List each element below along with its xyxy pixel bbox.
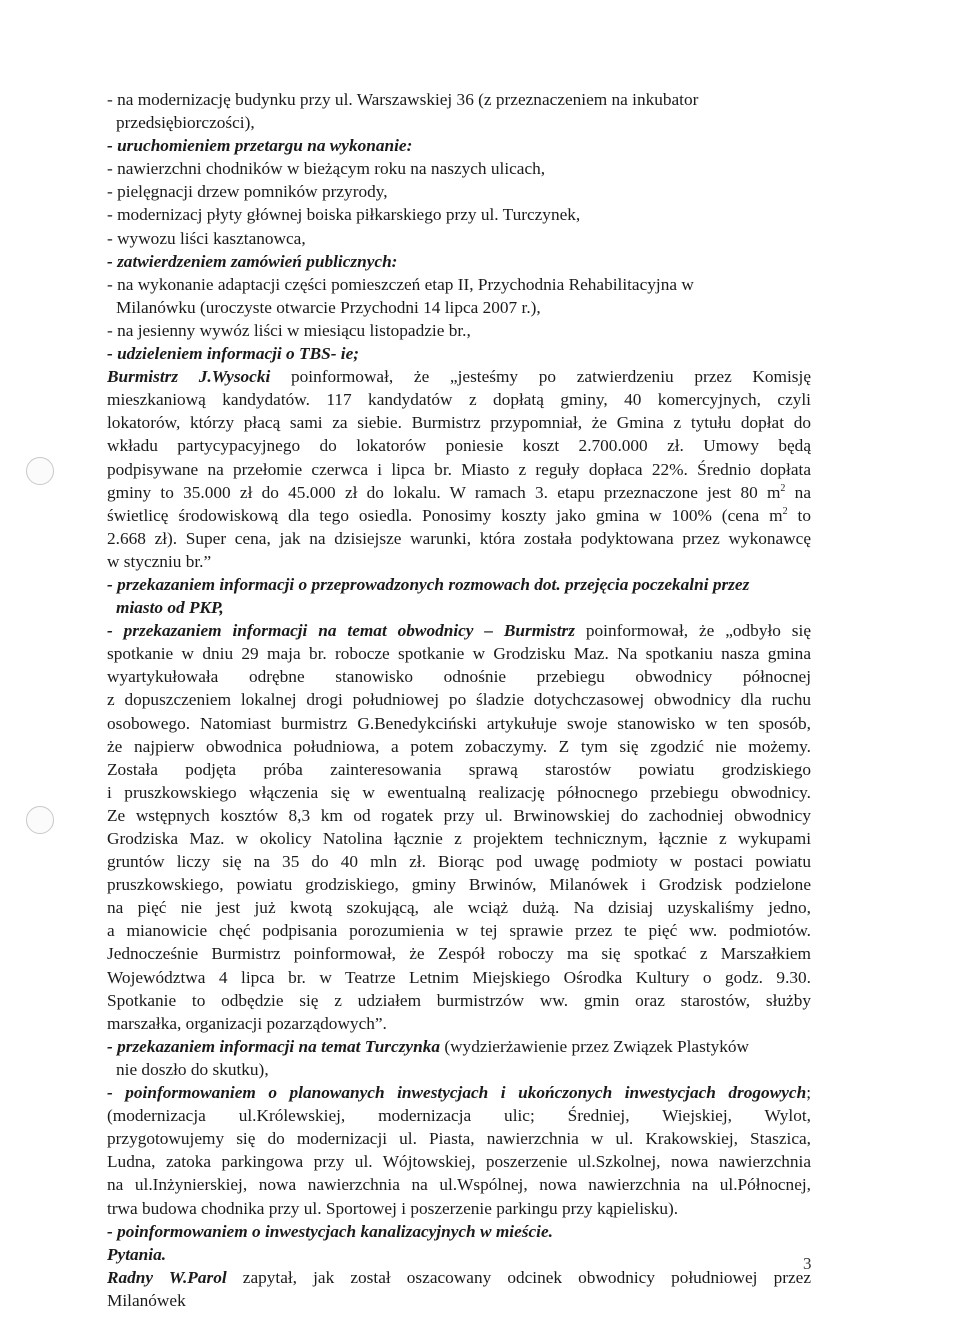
body-text: - na wykonanie adaptacji części pomieszczeń etap II, Przychodnia Rehabilitacyjna w <box>107 274 694 294</box>
body-text: świetlicę środowiskową dla tego osiedla. Ponosimy koszty jako gmina w 100% (cena m <box>107 505 783 525</box>
text-line <box>107 273 811 296</box>
text-line <box>107 1289 811 1312</box>
body-text: przedsiębiorczości), <box>116 113 255 133</box>
body-text: Grodziska Maz. w okolicy Natolina łącznie z projektem technicznym, łącznie z wykupami <box>107 829 811 848</box>
emphasis-text: - zatwierdzeniem zamówień publicznych: <box>107 251 398 271</box>
body-text: pruszkowskiego, powiatu grodziskiego, gminy Brwinów, Milanówek i Grodzisk podzielone <box>107 875 811 895</box>
text-line <box>107 388 811 411</box>
text-line <box>107 411 811 434</box>
body-text: Ze wstępnych kosztów 8,3 km od rogatek przy ul. Brwinowskiej do zachodniej obwodnicy <box>107 805 811 825</box>
body-text: - na jesienny wywóz liści w miesiącu listopadzie br., <box>107 320 471 340</box>
text-line <box>107 88 811 111</box>
text-line <box>107 1035 811 1058</box>
text-line <box>107 134 811 157</box>
body-text: Województwa 4 lipca br. w Teatrze Letnim Miejskiego Ośrodka Kultury o godz. 9.30. <box>107 967 811 987</box>
body-text: marszałka, organizacji pozarządowych”. <box>107 1013 387 1033</box>
text-line <box>107 157 811 180</box>
text-line <box>107 919 811 942</box>
document-body <box>107 88 811 1312</box>
body-text: spotkanie w dniu 29 maja br. robocze spotkanie w Grodzisku Maz. Na spotkaniu nasza gmina <box>107 644 811 664</box>
body-text: nie doszło do skutku), <box>116 1059 269 1079</box>
emphasis-text: - przekazaniem informacji na temat obwodnicy – Burmistrz <box>107 621 575 641</box>
text-line <box>107 1127 811 1150</box>
body-text: na pięć nie jest już kwotą szokującą, ale wciąż dużą. Na dzisiaj uzyskaliśmy jedno, <box>107 898 811 918</box>
body-text: wyartykułowała odrębne stanowisko odnośnie przebiegu obwodnicy północnej <box>107 667 811 687</box>
body-text: trwa budowa chodnika przy ul. Sportowej i poszerzenie parkingu przy kąpielisku). <box>107 1198 679 1218</box>
body-text: (wydzierżawienie przez Związek Plastyków <box>440 1036 750 1056</box>
text-line <box>107 781 811 804</box>
text-line <box>107 527 811 550</box>
emphasis-text: - poinformowaniem o inwestycjach kanalizacyjnych w mieście. <box>107 1221 553 1241</box>
text-line <box>107 758 811 781</box>
text-line <box>107 1243 811 1266</box>
body-text: lokatorów, którzy płacą sami za siebie. Burmistrz przypomniał, że Gmina z tytułu dopłat do <box>107 413 811 433</box>
text-line <box>107 111 811 134</box>
text-line <box>107 1173 811 1196</box>
body-text: na ul.Inżynierskiej, nowa nawierzchnia na ul.Wspólnej, nowa nawierzchnia na ul.Północnej, <box>107 1175 811 1195</box>
emphasis-text: miasto od PKP, <box>116 598 224 618</box>
text-line <box>107 642 811 665</box>
text-line <box>107 1012 811 1035</box>
body-text: na <box>785 482 811 502</box>
emphasis-text: - przekazaniem informacji o przeprowadzonych rozmowach dot. przejęcia poczekalni przez <box>107 574 750 594</box>
body-text: Spotkanie to odbędzie się z udziałem burmistrzów ww. gmin oraz starostów, służby <box>107 990 811 1010</box>
text-line <box>107 665 811 688</box>
text-line <box>107 850 811 873</box>
text-line <box>107 365 811 388</box>
emphasis-text: Radny W.Parol <box>107 1267 227 1287</box>
text-line <box>107 1220 811 1243</box>
body-text: Jednocześnie Burmistrz poinformował, że Zespół roboczy ma się spotkać z Marszałkiem <box>107 944 811 964</box>
body-text: Milanówku (uroczyste otwarcie Przychodni 14 lipca 2007 r.), <box>116 297 541 317</box>
superscript: 2 <box>782 505 788 517</box>
body-text: poinformował, że „jesteśmy po zatwierdzeniu przez Komisję <box>270 367 811 387</box>
body-text: wkładu partycypacyjnego do lokatorów poniesie koszt 2.700.000 zł. Umowy będą <box>107 436 811 456</box>
body-text: ; <box>806 1083 811 1103</box>
body-text: gruntów liczy się na 35 do 40 mln zł. Biorąc pod uwagę podmioty w postaci powiatu <box>107 852 811 872</box>
body-text: osobowego. Natomiast burmistrz G.Benedykciński artykułuje swoje stanowisko w ten sposób, <box>107 713 811 733</box>
text-line <box>107 619 811 642</box>
body-text: zapytał, jak został oszacowany odcinek obwodnicy południowej przez <box>226 1267 811 1287</box>
body-text: Ludna, zatoka parkingowa przy ul. Wójtowskiej, poszerzenie ul.Szkolnej, nowa nawierzchnia <box>107 1152 811 1172</box>
body-text: poinformował, że „odbyło się <box>574 621 811 641</box>
text-line <box>107 827 811 850</box>
body-text: (modernizacja ul.Królewskiej, modernizacja ulic; Średniej, Wiejskiej, Wylot, <box>107 1106 811 1126</box>
page-number: 3 <box>803 1254 812 1273</box>
body-text: - modernizacj płyty głównej boiska piłkarskiego przy ul. Turczynek, <box>107 205 581 225</box>
text-line <box>107 896 811 919</box>
emphasis-text: - uruchomieniem przetargu na wykonanie: <box>107 136 413 156</box>
body-text: - pielęgnacji drzew pomników przyrody, <box>107 182 388 202</box>
text-line <box>107 481 811 504</box>
body-text: przygotowujemy się do modernizacji ul. Piasta, nawierzchnia w ul. Krakowskiej, Staszica, <box>107 1129 811 1149</box>
text-line <box>107 573 811 596</box>
text-line <box>107 1081 811 1104</box>
text-line <box>107 342 811 365</box>
text-line <box>107 1058 811 1081</box>
body-text: w styczniu br.” <box>107 551 212 571</box>
text-line <box>107 319 811 342</box>
body-text: - na modernizację budynku przy ul. Warszawskiej 36 (z przeznaczeniem na inkubator <box>107 90 699 109</box>
text-line <box>107 1197 811 1220</box>
body-text: to <box>787 505 811 525</box>
superscript: 2 <box>780 482 786 494</box>
text-line <box>107 250 811 273</box>
text-line <box>107 550 811 573</box>
body-text: - nawierzchni chodników w bieżącym roku na naszych ulicach, <box>107 159 546 179</box>
text-line <box>107 804 811 827</box>
body-text: a mianowicie chęć podpisania porozumienia w tej sprawie przez te pięć ww. podmiotów. <box>107 921 811 941</box>
text-line <box>107 434 811 457</box>
text-line <box>107 942 811 965</box>
body-text: że najpierw obwodnica południowa, a potem zobaczymy. Z tym się zgodzić nie możemy. <box>107 736 811 756</box>
emphasis-text: - udzieleniem informacji o TBS- ie; <box>107 344 360 364</box>
text-line <box>107 712 811 735</box>
body-text: 2.668 zł). Super cena, jak na dzisiejsze warunki, która została podyktowana przez wykonawcę <box>107 528 811 548</box>
text-line <box>107 1104 811 1127</box>
emphasis-text: Pytania. <box>107 1244 167 1264</box>
body-text: i pruszkowskiego włączenia się w ewentualną realizację północnego przebiegu obwodnicy. <box>107 782 811 802</box>
text-line <box>107 873 811 896</box>
emphasis-text: - poinformowaniem o planowanych inwestycjach i ukończonych inwestycjach drogowych <box>107 1083 807 1103</box>
text-line <box>107 688 811 711</box>
text-line <box>107 504 811 527</box>
body-text: mieszkaniową kandydatów. 117 kandydatów z dopłatą gminy, 40 komercyjnych, czyli <box>107 390 811 410</box>
text-line <box>107 735 811 758</box>
emphasis-text: - przekazaniem informacji na temat Turczynka <box>107 1036 440 1056</box>
punch-hole-upper <box>26 457 54 485</box>
body-text: podpisywane na przełomie czerwca i lipca br. Miasto z reguły dopłaca 22%. Średnio dopłata <box>107 459 811 479</box>
text-line <box>107 180 811 203</box>
emphasis-text: Burmistrz J.Wysocki <box>107 367 271 387</box>
text-line <box>107 203 811 226</box>
text-line <box>107 966 811 989</box>
punch-hole-lower <box>26 806 54 834</box>
body-text: Milanówek <box>107 1290 186 1310</box>
body-text: z dopuszczeniem lokalnej drogi południowej po śladzie dotychczasowej obwodnicy dla ruchu <box>107 690 811 710</box>
text-line <box>107 1150 811 1173</box>
body-text: - wywozu liści kasztanowca, <box>107 228 306 248</box>
text-line <box>107 989 811 1012</box>
body-text: gminy to 35.000 zł do 45.000 zł do lokalu. W ramach 3. etapu przeznaczone jest 80 m <box>107 482 781 502</box>
text-line <box>107 1266 811 1289</box>
text-line <box>107 296 811 319</box>
text-line <box>107 596 811 619</box>
text-line <box>107 227 811 250</box>
text-line <box>107 458 811 481</box>
body-text: Została podjęta próba zainteresowania sprawą starostów powiatu grodziskiego <box>107 759 811 779</box>
